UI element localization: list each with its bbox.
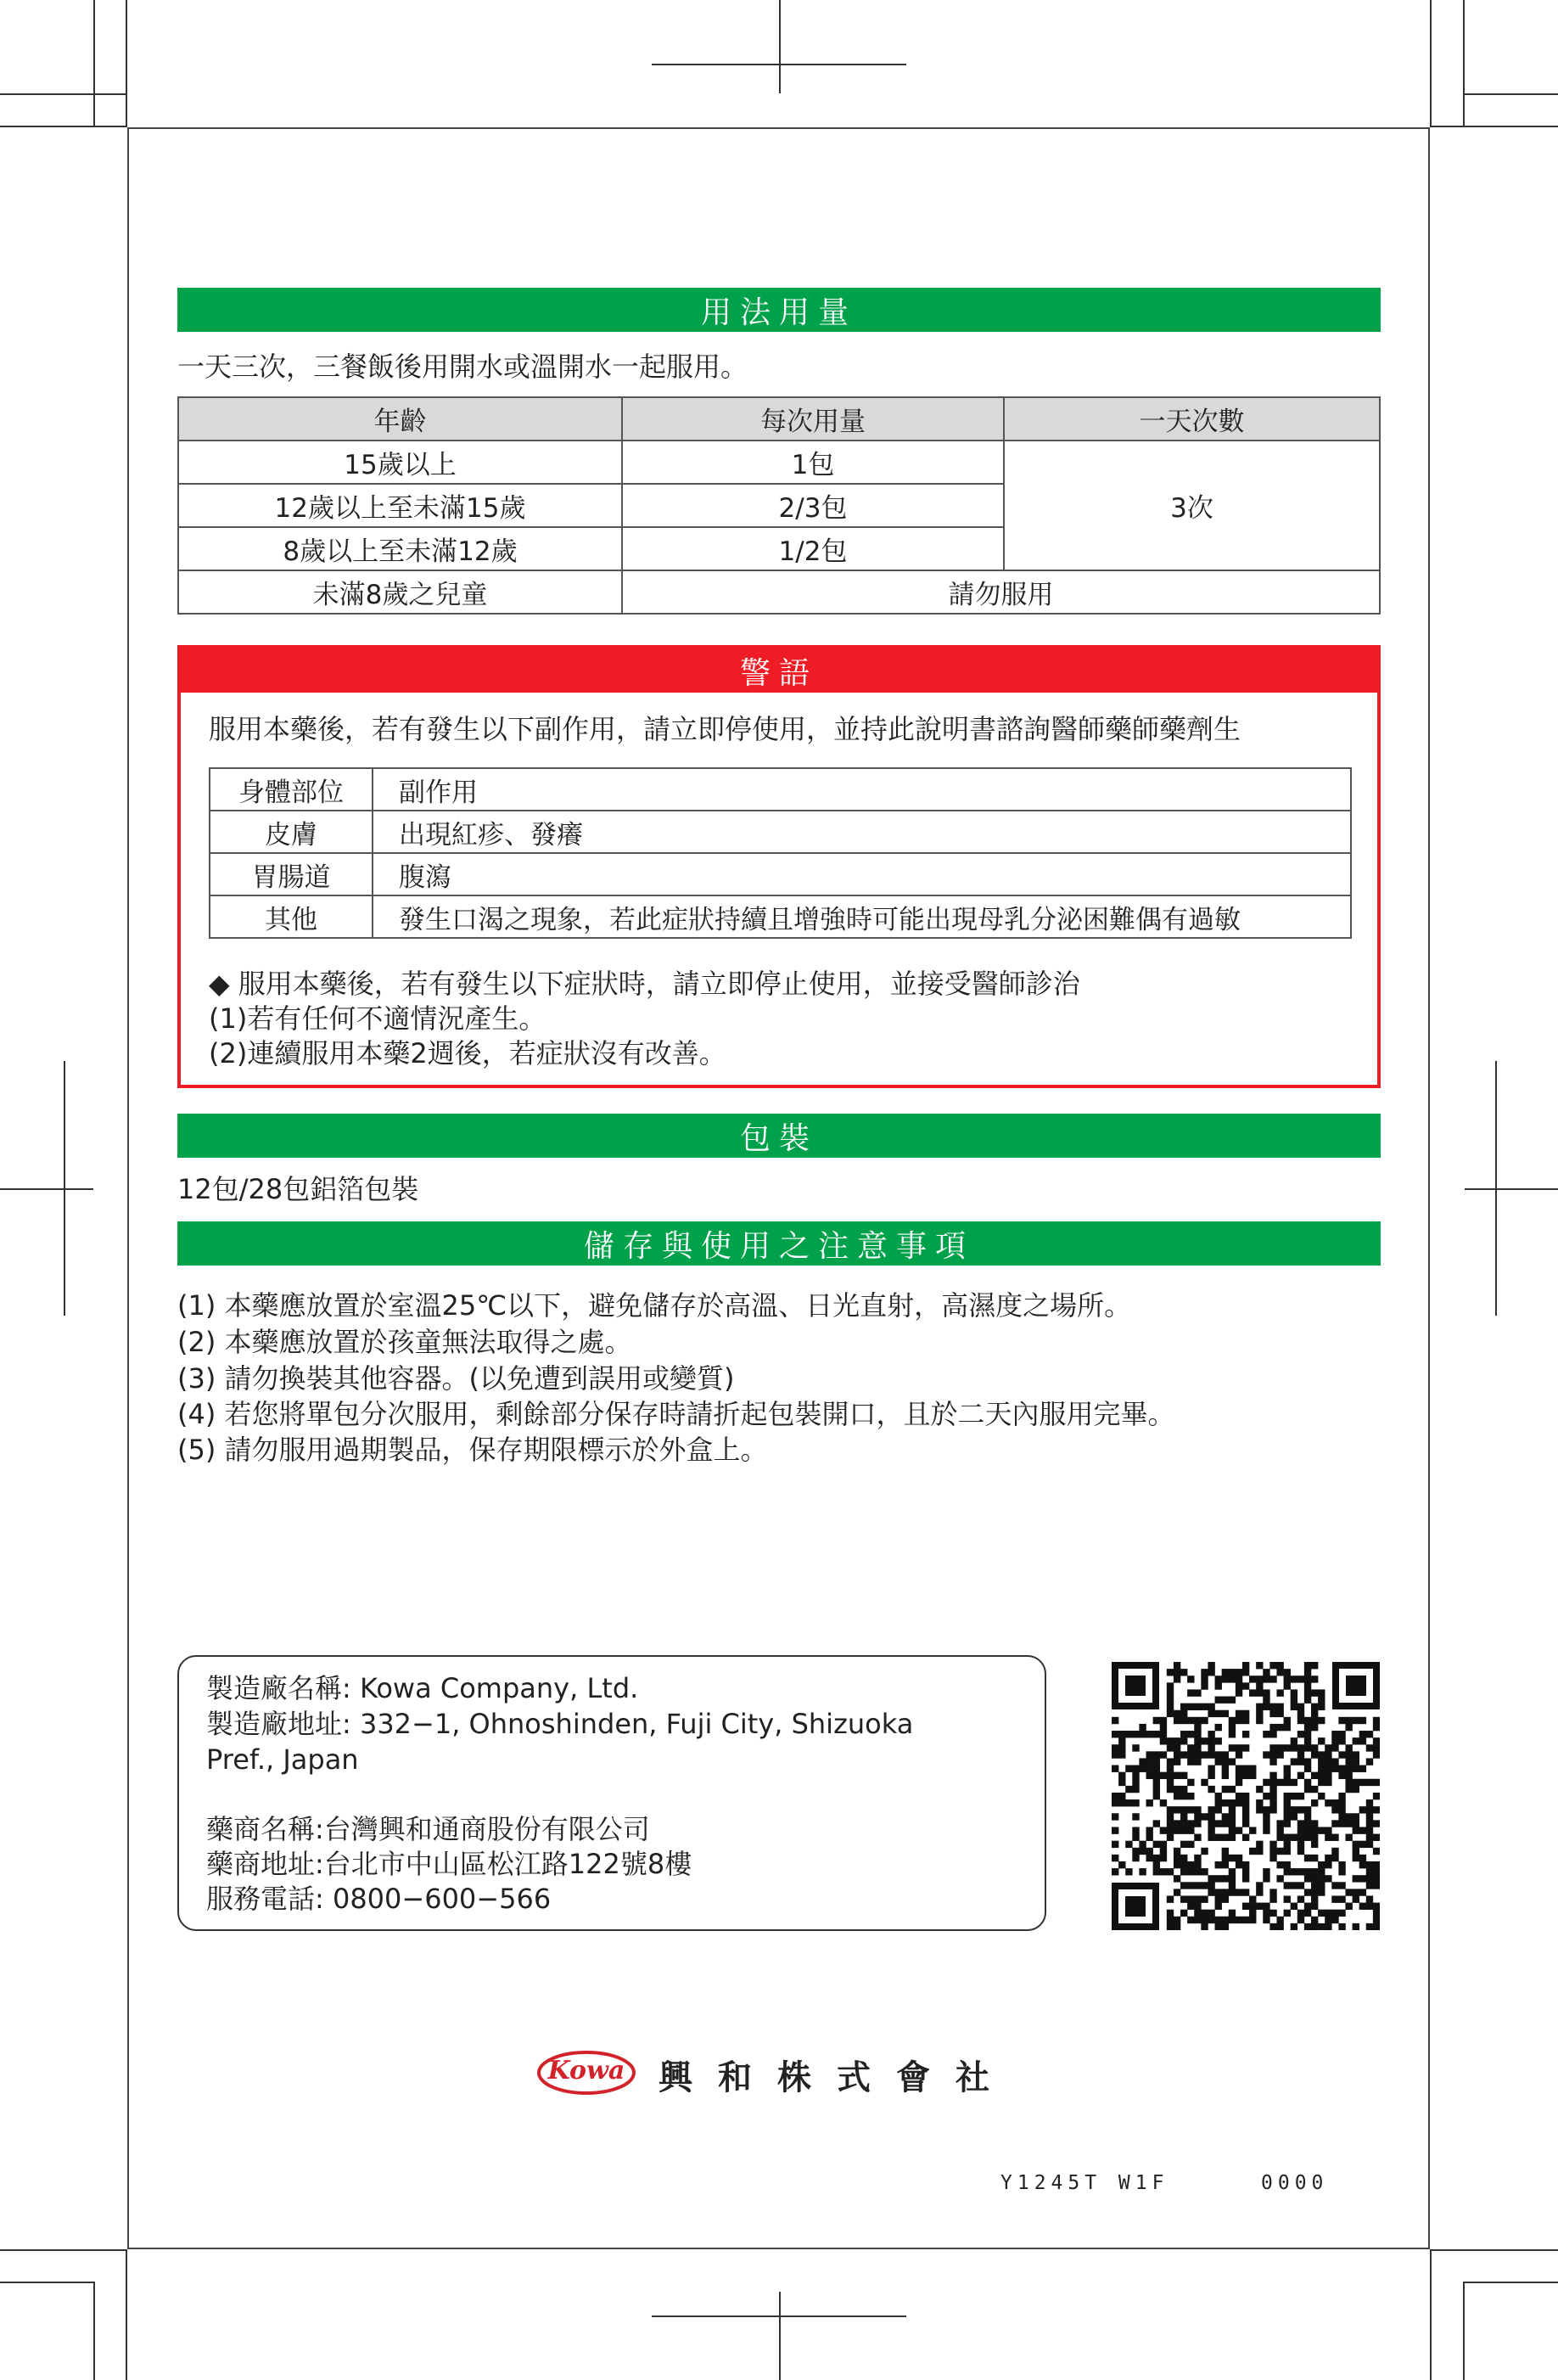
body-part-cell: 其他 <box>210 895 373 938</box>
table-row <box>210 895 1351 938</box>
storage-title: 儲存與使用之注意事項 <box>583 1228 974 1264</box>
storage-item: (4) 若您將單包分次服用，剩餘部分保存時請折起包裝開口，且於二天內服用完畢。 <box>177 1398 1175 1430</box>
age-cell: 15歲以上 <box>178 441 622 484</box>
not-allowed-cell: 請勿服用 <box>622 570 1380 614</box>
warning-item: (2)連續服用本藥2週後，若症狀沒有改善。 <box>209 1037 726 1069</box>
warning-box <box>177 645 1381 1088</box>
storage-item: (5) 請勿服用過期製品，保存期限標示於外盒上。 <box>177 1434 768 1466</box>
manufacturer-name: 製造廠名稱: Kowa Company, Ltd. <box>206 1672 639 1704</box>
manufacturer-address-cont: Pref., Japan <box>206 1743 359 1776</box>
body-part-cell: 胃腸道 <box>210 853 373 895</box>
warning-intro: 服用本藥後，若有發生以下副作用，請立即停使用，並持此說明書諮詢醫師藥師藥劑生 <box>209 713 1241 745</box>
body-part-cell: 皮膚 <box>210 811 373 853</box>
dosage-intro: 一天三次，三餐飯後用開水或溫開水一起服用。 <box>177 351 748 383</box>
storage-item: (2) 本藥應放置於孩童無法取得之處。 <box>177 1326 632 1358</box>
amount-cell: 1/2包 <box>622 527 1004 570</box>
warning-title-bar <box>181 648 1377 693</box>
agent-name: 藥商名稱:台灣興和通商股份有限公司 <box>206 1813 650 1845</box>
company-name: 興和株式會社 <box>659 2058 1015 2097</box>
manufacturer-address: 製造廠地址: 332−1, Ohnoshinden, Fuji City, Shizuoka <box>206 1708 914 1740</box>
table-row <box>210 811 1351 853</box>
col-header-side-effect: 副作用 <box>373 768 1351 811</box>
warning-bullet-text: 服用本藥後，若有發生以下症狀時，請立即停止使用，並接受醫師診治 <box>238 968 1080 1000</box>
col-header-times: 一天次數 <box>1004 397 1380 441</box>
side-effect-cell: 出現紅疹、發癢 <box>373 811 1351 853</box>
packaging-text: 12包/28包鋁箔包裝 <box>177 1173 419 1205</box>
side-effect-table <box>209 767 1352 939</box>
dosage-title: 用法用量 <box>700 295 857 330</box>
dosage-title-bar <box>177 288 1381 332</box>
warning-item: (1)若有任何不適情況產生。 <box>209 1002 546 1035</box>
packaging-title: 包裝 <box>739 1120 818 1156</box>
warning-title: 警語 <box>739 655 818 691</box>
storage-item: (3) 請勿換裝其他容器。(以免遭到誤用或變質) <box>177 1362 735 1395</box>
service-phone: 服務電話: 0800−600−566 <box>206 1883 552 1915</box>
qr-code[interactable] <box>1112 1662 1380 1930</box>
warning-bullet <box>209 966 1080 1002</box>
age-cell: 12歲以上至未滿15歲 <box>178 484 622 527</box>
side-effect-header-row <box>210 768 1351 811</box>
side-effect-cell: 腹瀉 <box>373 853 1351 895</box>
diamond-bullet-icon: ◆ <box>209 968 230 1000</box>
storage-title-bar <box>177 1221 1381 1266</box>
col-header-amount: 每次用量 <box>622 397 1004 441</box>
agent-address: 藥商地址:台北市中山區松江路122號8樓 <box>206 1848 692 1880</box>
kowa-logo-text: Kowa <box>547 2056 625 2085</box>
kowa-logo <box>536 2049 636 2097</box>
manufacturer-box <box>177 1655 1046 1931</box>
amount-cell: 1包 <box>622 441 1004 484</box>
table-row <box>178 570 1380 614</box>
col-header-age: 年齡 <box>178 397 622 441</box>
table-row <box>210 853 1351 895</box>
table-row <box>178 441 1380 484</box>
times-cell: 3次 <box>1004 441 1380 570</box>
amount-cell: 2/3包 <box>622 484 1004 527</box>
age-cell: 未滿8歲之兒童 <box>178 570 622 614</box>
dosage-table <box>177 396 1381 615</box>
storage-item: (1) 本藥應放置於室溫25℃以下，避免儲存於高溫、日光直射，高濕度之場所。 <box>177 1289 1132 1322</box>
age-cell: 8歲以上至未滿12歲 <box>178 527 622 570</box>
print-code: Y1245T W1F <box>1000 2172 1169 2194</box>
dosage-header-row <box>178 397 1380 441</box>
packaging-title-bar <box>177 1114 1381 1158</box>
side-effect-cell: 發生口渴之現象，若此症狀持續且增強時可能出現母乳分泌困難偶有過敏 <box>373 895 1351 938</box>
print-code-number: 0000 <box>1261 2172 1329 2194</box>
col-header-body-part: 身體部位 <box>210 768 373 811</box>
